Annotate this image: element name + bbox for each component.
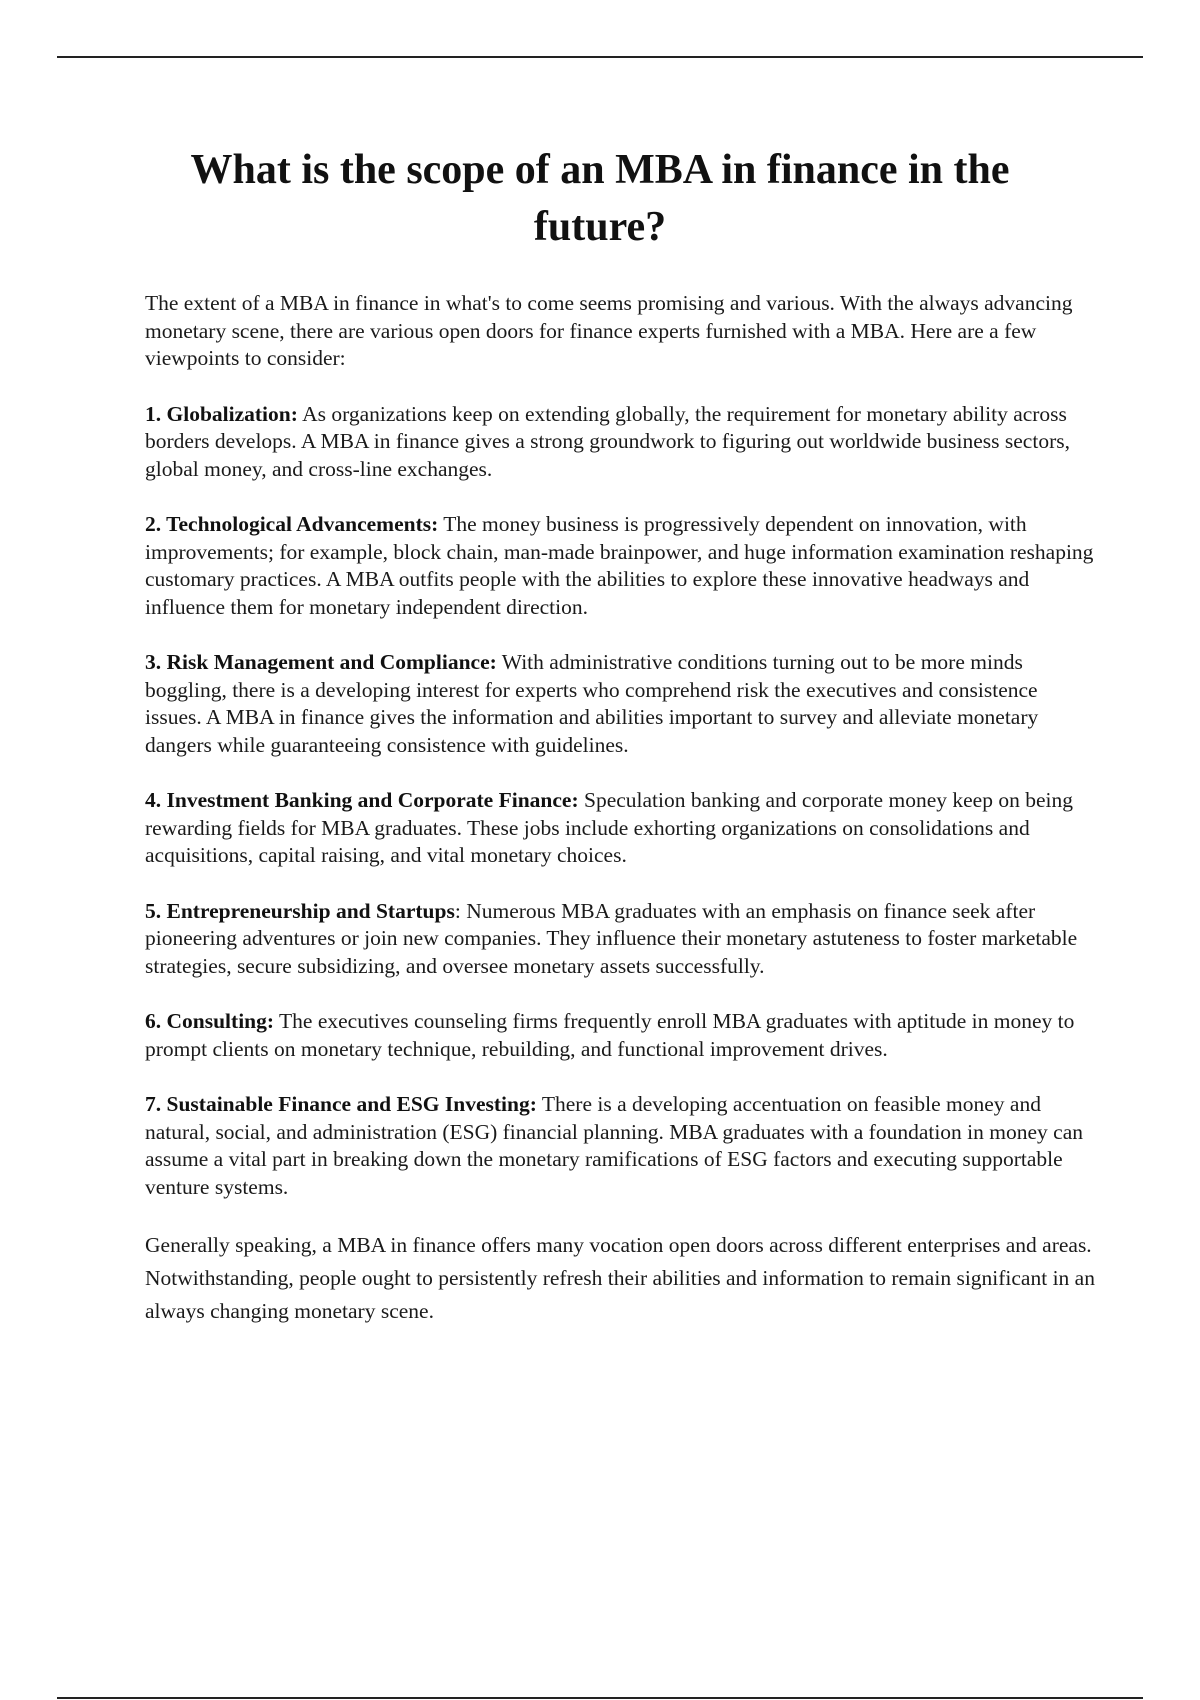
bottom-rule (57, 1697, 1143, 1699)
page-title: What is the scope of an MBA in finance in the future? (190, 147, 1010, 250)
article-body (145, 290, 1095, 1356)
conclusion-paragraph: Generally speaking, a MBA in finance offers many vocation open doors across different enterprises and areas. Notwithstanding, people ought to persistently refresh their abilities and information to remain significant in an always changing monetary scene. (145, 1233, 1095, 1323)
point-text: As organizations keep on extending globally, the requirement for monetary ability across borders develops. A MBA in finance gives a strong groundwork to figuring out worldwide business sectors, global money, and cross-line exchanges. (145, 401, 1070, 481)
point-heading: 5. Entrepreneurship and Startups (145, 898, 455, 923)
point-paragraph (145, 649, 1095, 759)
point-paragraph (145, 1008, 1095, 1063)
top-rule (57, 56, 1143, 58)
point-heading: 3. Risk Management and Compliance: (145, 650, 497, 674)
point-heading: 6. Consulting: (145, 1009, 275, 1033)
point-text: Speculation banking and corporate money keep on being rewarding fields for MBA graduates. These jobs include exhorting organizations on consolidations and acquisitions, capital raising, and vital monetary choices. (145, 788, 1073, 867)
point-heading: 2. Technological Advancements: (145, 512, 439, 536)
point-text: There is a developing accentuation on feasible money and natural, social, and administration (ESG) financial planning. MBA graduates with a foundation in money can assume a vital part in breaking down the monetary ramifications of ESG factors and executing supportable venture systems. (145, 1092, 1084, 1199)
point-text: : Numerous MBA graduates with an emphasis on finance seek after pioneering adventures or join new companies. They influence their monetary astuteness to foster marketable strategies, secure subsidizing, and oversee monetary assets successfully. (145, 898, 1078, 978)
point-heading: 4. Investment Banking and Corporate Finance: (145, 788, 579, 812)
intro-paragraph: The extent of a MBA in finance in what's to come seems promising and various. With the always advancing monetary scene, there are various open doors for finance experts furnished with a MBA. Here are a few viewpoints to consider: (145, 291, 1073, 370)
point-heading: 1. Globalization: (145, 401, 298, 426)
point-paragraph (145, 401, 1095, 484)
point-paragraph (145, 787, 1095, 870)
point-text: The money business is progressively dependent on innovation, with improvements; for example, block chain, man-made brainpower, and huge information examination reshaping customary practices. A MBA outfits people with the abilities to explore these innovative headways and influence them for monetary independent direction. (145, 512, 1094, 619)
point-paragraph (145, 1091, 1095, 1201)
point-paragraph (145, 511, 1095, 621)
point-heading: 7. Sustainable Finance and ESG Investing: (145, 1092, 537, 1116)
point-text: With administrative conditions turning out to be more minds boggling, there is a developing interest for experts who comprehend risk the executives and consistence issues. A MBA in finance gives the information and abilities important to survey and alleviate monetary dangers while guaranteeing consistence with guidelines. (145, 650, 1039, 757)
point-text: The executives counseling firms frequently enroll MBA graduates with aptitude in money to prompt clients on monetary technique, rebuilding, and functional improvement drives. (145, 1009, 1075, 1061)
point-paragraph (145, 898, 1095, 981)
